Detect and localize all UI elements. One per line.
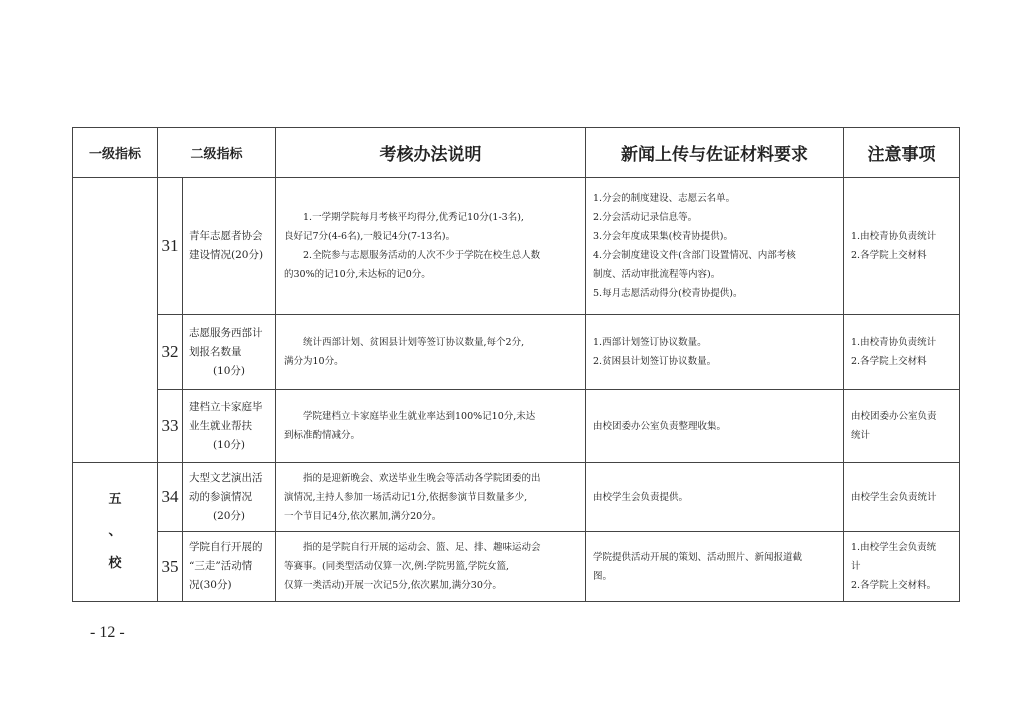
table-row bbox=[73, 178, 960, 315]
header-row bbox=[73, 128, 960, 178]
requirement-line: 图。 bbox=[593, 570, 613, 582]
method-line: 1.一学期学院每月考核平均得分,优秀记10分(1-3名), bbox=[303, 212, 524, 223]
method-line: 学院建档立卡家庭毕业生就业率达到100%记10分,未达 bbox=[303, 411, 536, 422]
method-description bbox=[276, 532, 586, 602]
header-notes: 注意事项 bbox=[844, 128, 960, 178]
notes-cell bbox=[844, 315, 960, 390]
material-requirements bbox=[586, 390, 844, 463]
requirement-line: 由校团委办公室负责整理收集。 bbox=[593, 420, 727, 432]
method-line: 仅算一类活动)开展一次记5分,依次累加,满分30分。 bbox=[284, 580, 502, 591]
header-materials: 新闻上传与佐证材料要求 bbox=[586, 128, 844, 178]
header-level1: 一级指标 bbox=[73, 128, 158, 178]
method-line: 2.全院参与志愿服务活动的人次不少于学院在校生总人数 bbox=[303, 250, 541, 261]
indicator-name-line: (10分) bbox=[212, 438, 246, 451]
material-requirements bbox=[586, 532, 844, 602]
notes-cell bbox=[844, 178, 960, 315]
note-line: 由校学生会负责统计 bbox=[851, 491, 937, 503]
table-row bbox=[73, 463, 960, 532]
indicator-name bbox=[183, 315, 276, 390]
indicator-name bbox=[183, 390, 276, 463]
indicator-name-line: 况(30分) bbox=[189, 579, 232, 591]
requirement-line: 制度、活动审批流程等内容)。 bbox=[593, 269, 721, 280]
requirement-line: 学院提供活动开展的策划、活动照片、新闻报道截 bbox=[593, 551, 803, 563]
requirement-line: 由校学生会负责提供。 bbox=[593, 491, 689, 503]
requirement-line: 1.西部计划签订协议数量。 bbox=[593, 337, 707, 348]
notes-cell bbox=[844, 463, 960, 532]
method-line: 的30%的记10分,未达标的记0分。 bbox=[284, 269, 431, 280]
level1-label-char: 校 bbox=[108, 556, 122, 571]
note-line: 1.由校学生会负责统 bbox=[851, 542, 937, 553]
indicator-name-line: “三走”活动情 bbox=[189, 560, 253, 572]
table-row bbox=[73, 390, 960, 463]
method-description bbox=[276, 463, 586, 532]
material-requirements bbox=[586, 178, 844, 315]
indicator-name-line: 业生就业帮扶 bbox=[189, 419, 252, 432]
level1-label-char: 、 bbox=[108, 524, 122, 539]
level1-label-char: 五 bbox=[108, 492, 122, 507]
note-line: 2.各学院上交材料。 bbox=[851, 580, 937, 591]
indicator-name-line: 青年志愿者协会 bbox=[189, 230, 263, 242]
indicator-name bbox=[183, 178, 276, 315]
row-number: 35 bbox=[158, 532, 183, 602]
requirement-line: 2.分会活动记录信息等。 bbox=[593, 212, 698, 223]
method-description bbox=[276, 315, 586, 390]
material-requirements bbox=[586, 315, 844, 390]
indicator-name bbox=[183, 463, 276, 532]
requirement-line: 4.分会制度建设文件(含部门设置情况、内部考核 bbox=[593, 250, 796, 261]
indicator-name bbox=[183, 532, 276, 602]
level1-indicator bbox=[73, 463, 158, 602]
row-number: 33 bbox=[158, 390, 183, 463]
method-description bbox=[276, 178, 586, 315]
row-number: 31 bbox=[158, 178, 183, 315]
method-line: 良好记7分(4-6名),一般记4分(7-13名)。 bbox=[284, 231, 456, 242]
indicator-name-line: 建档立卡家庭毕 bbox=[189, 400, 263, 413]
method-line: 到标准酌情减分。 bbox=[284, 430, 361, 441]
note-line: 2.各学院上交材料 bbox=[851, 250, 927, 261]
indicator-name-line: (10分) bbox=[212, 364, 246, 377]
indicator-name-line: 动的参演情况 bbox=[189, 490, 252, 503]
row-number: 34 bbox=[158, 463, 183, 532]
method-line: 指的是学院自行开展的运动会、篮、足、排、趣味运动会 bbox=[303, 542, 541, 553]
note-line: 1.由校青协负责统计 bbox=[851, 337, 937, 348]
header-level2: 二级指标 bbox=[158, 128, 276, 178]
method-line: 指的是迎新晚会、欢送毕业生晚会等活动各学院团委的出 bbox=[303, 472, 541, 484]
note-line: 2.各学院上交材料 bbox=[851, 356, 927, 367]
method-line: 满分为10分。 bbox=[284, 356, 344, 367]
indicator-name-line: 大型文艺演出活 bbox=[189, 471, 263, 484]
assessment-table bbox=[72, 127, 960, 602]
indicator-name-line: 建设情况(20分) bbox=[189, 249, 264, 261]
row-number: 32 bbox=[158, 315, 183, 390]
indicator-name-line: 划报名数量 bbox=[189, 345, 242, 358]
notes-cell bbox=[844, 390, 960, 463]
level1-cell-empty bbox=[73, 178, 158, 463]
requirement-line: 1.分会的制度建设、志愿云名单。 bbox=[593, 193, 736, 204]
method-line: 演情况,主持人参加一场活动记1分,依据参演节目数量多少, bbox=[284, 491, 528, 503]
indicator-name-line: (20分) bbox=[212, 509, 246, 522]
indicator-name-line: 学院自行开展的 bbox=[189, 541, 263, 553]
requirement-line: 3.分会年度成果集(校青协提供)。 bbox=[593, 231, 733, 242]
material-requirements bbox=[586, 463, 844, 532]
note-line: 1.由校青协负责统计 bbox=[851, 231, 937, 242]
indicator-name-line: 志愿服务西部计 bbox=[189, 326, 263, 339]
table-row bbox=[73, 532, 960, 602]
page-number: - 12 - bbox=[90, 624, 125, 641]
method-description bbox=[276, 390, 586, 463]
method-line: 等赛事。(同类型活动仅算一次,例:学院男篮,学院女篮, bbox=[284, 561, 509, 572]
requirement-line: 2.贫困县计划签订协议数量。 bbox=[593, 356, 717, 367]
table-row bbox=[73, 315, 960, 390]
method-line: 统计西部计划、贫困县计划等签订协议数量,每个2分, bbox=[303, 337, 525, 348]
note-line: 由校团委办公室负责 bbox=[851, 411, 937, 422]
requirement-line: 5.每月志愿活动得分(校青协提供)。 bbox=[593, 288, 743, 299]
method-line: 一个节目记4分,依次累加,满分20分。 bbox=[284, 510, 442, 522]
note-line: 计 bbox=[851, 561, 861, 572]
notes-cell bbox=[844, 532, 960, 602]
header-method: 考核办法说明 bbox=[276, 128, 586, 178]
note-line: 统计 bbox=[851, 430, 871, 441]
